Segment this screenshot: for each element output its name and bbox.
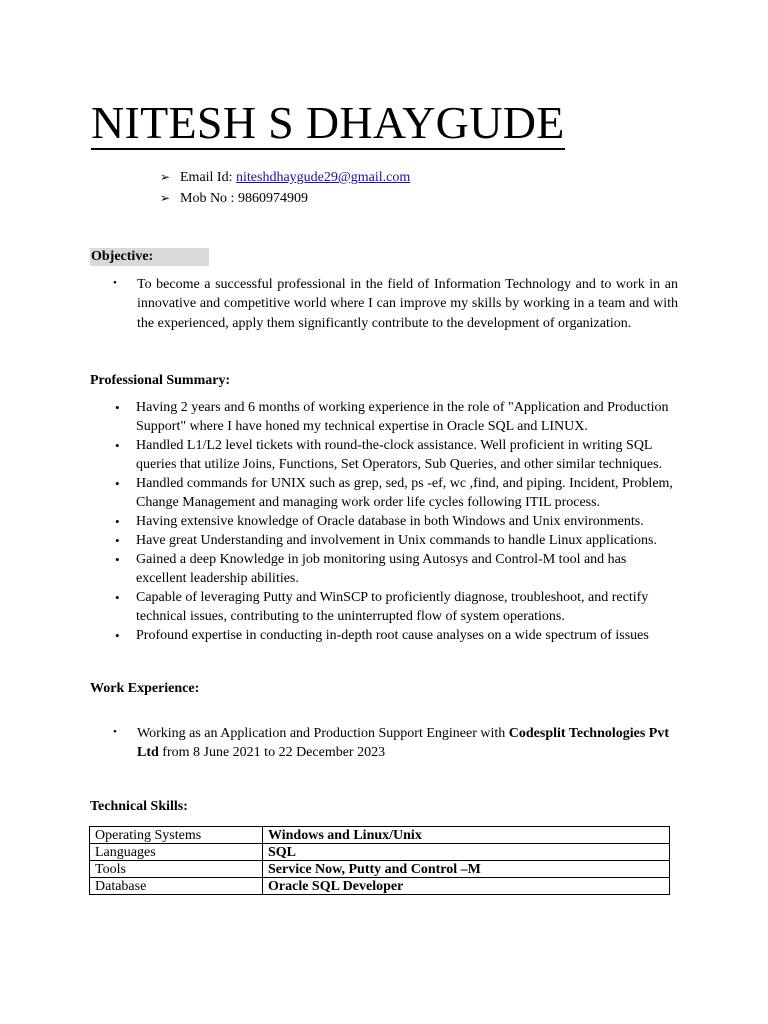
bullet-dot-icon: • <box>115 552 120 567</box>
summary-heading: Professional Summary: <box>90 373 231 388</box>
summary-item <box>113 474 678 512</box>
email-label: Email Id: <box>180 170 236 185</box>
experience-prefix: Working as an Application and Production Support Engineer with <box>137 726 509 741</box>
summary-item <box>113 398 678 436</box>
mobile-label: Mob No : <box>180 191 238 206</box>
experience-item <box>113 724 678 763</box>
experience-heading: Work Experience: <box>90 681 200 696</box>
bullet-dot-icon: • <box>115 590 120 605</box>
skill-category: Languages <box>90 844 263 861</box>
summary-item <box>113 588 678 626</box>
email-line <box>160 167 410 188</box>
skill-value: Windows and Linux/Unix <box>263 827 670 844</box>
summary-item <box>113 512 678 531</box>
candidate-name: NITESH S DHAYGUDE <box>91 97 565 148</box>
bullet-dot-icon: • <box>113 726 117 738</box>
table-row <box>90 861 670 878</box>
bullet-dot-icon: • <box>115 438 120 453</box>
skill-category: Operating Systems <box>90 827 263 844</box>
skills-table <box>89 826 670 895</box>
table-row <box>90 827 670 844</box>
email-link[interactable]: niteshdhaygude29@gmail.com <box>236 170 411 185</box>
summary-item <box>113 626 678 645</box>
summary-item-text: Capable of leveraging Putty and WinSCP to proficiently diagnose, troubleshoot, and rectify technical issues, contributing to the uninterrupted flow of system operations. <box>136 590 649 624</box>
arrow-bullet-icon: ➢ <box>160 191 171 205</box>
mobile-line <box>160 188 410 209</box>
objective-text: To become a successful professional in the field of Information Technology and to work in an innovative and competitive world where I can improve my skills by working in a team and with the experienced, apply them significantly contribute to the development of organization. <box>137 277 678 331</box>
skills-heading: Technical Skills: <box>90 799 188 814</box>
bullet-dot-icon: • <box>115 514 120 529</box>
summary-item-text: Profound expertise in conducting in-depth root cause analyses on a wide spectrum of issues <box>136 628 649 643</box>
contact-list <box>160 167 410 209</box>
arrow-bullet-icon: ➢ <box>160 170 171 184</box>
skill-category: Database <box>90 878 263 895</box>
summary-item-text: Gained a deep Knowledge in job monitoring using Autosys and Control-M tool and has excellent leadership abilities. <box>136 552 627 586</box>
summary-item-text: Have great Understanding and involvement in Unix commands to handle Linux applications. <box>136 533 657 548</box>
experience-text <box>137 724 678 763</box>
summary-item-text: Having extensive knowledge of Oracle database in both Windows and Unix environments. <box>136 514 644 529</box>
summary-item <box>113 436 678 474</box>
skill-category: Tools <box>90 861 263 878</box>
skill-value: Oracle SQL Developer <box>263 878 670 895</box>
summary-item-text: Handled L1/L2 level tickets with round-the-clock assistance. Well proficient in writing SQL queries that utilize Joins, Functions, Set Operators, Sub Queries, and other similar techniques. <box>136 438 663 472</box>
company-name: Codesplit Technologies Pvt Ltd <box>137 726 670 761</box>
table-row <box>90 878 670 895</box>
summary-item-text: Having 2 years and 6 months of working experience in the role of "Application and Production Support" where I have honed my technical expertise in Oracle SQL and LINUX. <box>136 400 669 434</box>
bullet-dot-icon: • <box>113 277 117 289</box>
objective-heading: Objective: <box>90 248 209 266</box>
summary-item-text: Handled commands for UNIX such as grep, sed, ps -ef, wc ,find, and piping. Incident, Problem, Change Management and managing work order life cycles following ITIL process. <box>136 476 673 510</box>
bullet-dot-icon: • <box>115 533 120 548</box>
objective-item <box>113 275 678 333</box>
skill-value: Service Now, Putty and Control –M <box>263 861 670 878</box>
summary-item <box>113 550 678 588</box>
table-row <box>90 844 670 861</box>
summary-item <box>113 531 678 550</box>
summary-list <box>113 398 678 645</box>
mobile-number: 9860974909 <box>237 191 308 206</box>
bullet-dot-icon: • <box>115 476 120 491</box>
skill-value: SQL <box>263 844 670 861</box>
bullet-dot-icon: • <box>115 400 120 415</box>
bullet-dot-icon: • <box>115 628 120 643</box>
experience-dates: from 8 June 2021 to 22 December 2023 <box>158 745 386 761</box>
